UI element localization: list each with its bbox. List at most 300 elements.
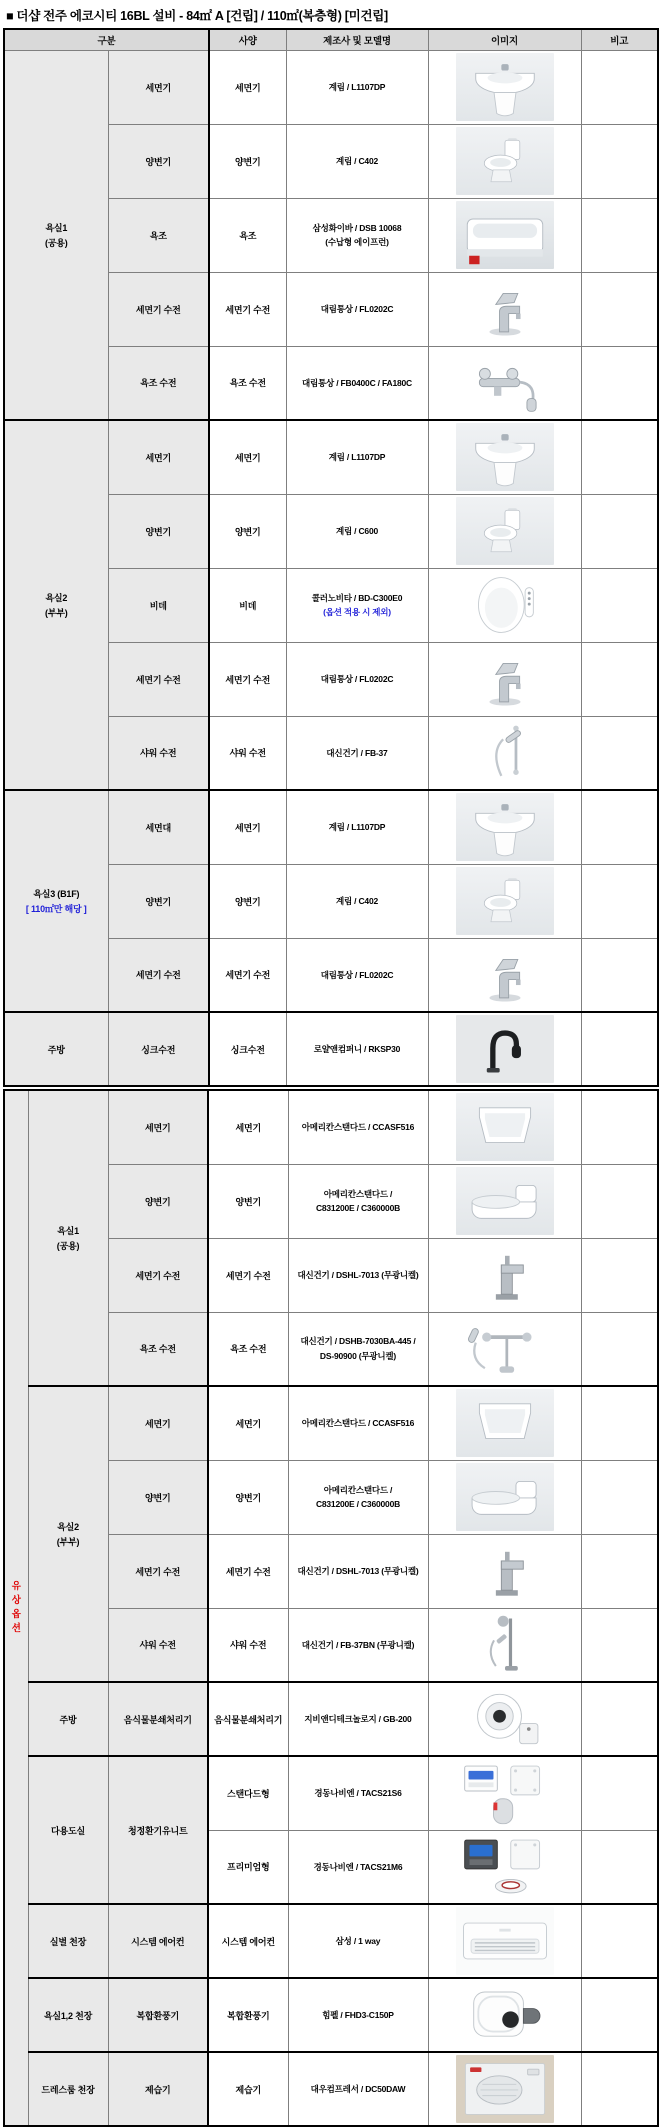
text-line: 계림 / L1107DP — [328, 822, 386, 833]
text-line: C831200E / C360000B — [315, 1203, 401, 1213]
image-cell — [428, 1312, 581, 1386]
text-line: (옵션 적용 시 제외) — [323, 607, 391, 617]
note-cell — [581, 1012, 658, 1086]
text-line: 세면기 수전 — [225, 304, 271, 315]
maker-cell — [288, 1682, 428, 1756]
ceiling-aircon-icon — [456, 1907, 554, 1975]
text-line: 양변기 — [235, 156, 261, 167]
text-line: 양변기 — [145, 1196, 171, 1207]
text-line: (공용) — [44, 237, 68, 248]
text-line: 욕실3 (B1F) — [33, 889, 80, 899]
maker-cell — [286, 198, 428, 272]
item-cell — [108, 420, 209, 494]
spec-cell — [209, 864, 286, 938]
square-faucet-icon — [456, 1241, 554, 1309]
section-cell — [4, 50, 108, 420]
text-line: (부부) — [56, 1537, 80, 1547]
text-line: 스탠다드형 — [227, 1788, 270, 1799]
image-cell — [428, 790, 581, 864]
spec-cell — [209, 642, 286, 716]
text-line: 경동나비엔 / TACS21M6 — [313, 1861, 403, 1872]
maker-cell — [286, 272, 428, 346]
item-cell — [108, 938, 209, 1012]
note-cell — [581, 1312, 658, 1386]
text-line: 세면기 수전 — [225, 1566, 271, 1577]
kitchen-faucet-icon — [456, 1015, 554, 1083]
note-cell — [581, 642, 658, 716]
note-cell — [581, 790, 658, 864]
table-row — [4, 1386, 658, 1460]
image-cell — [428, 50, 581, 124]
text-line: 욕조 — [239, 230, 257, 241]
table-row — [4, 1978, 658, 2052]
text-line: 제습기 — [145, 2084, 171, 2095]
smart-toilet-icon — [456, 1167, 554, 1235]
image-cell — [428, 2052, 581, 2126]
text-line: 샤워 수전 — [140, 748, 177, 759]
item-cell — [108, 1608, 208, 1682]
spec-cell — [209, 346, 286, 420]
text-line: 실별 천장 — [49, 1936, 87, 1947]
maker-cell — [288, 1460, 428, 1534]
text-line: 음식물분쇄처리기 — [123, 1714, 192, 1725]
note-cell — [581, 568, 658, 642]
maker-cell — [286, 716, 428, 790]
note-cell — [581, 494, 658, 568]
item-cell — [108, 346, 209, 420]
note-cell — [581, 1460, 658, 1534]
text-line: 양변기 — [235, 896, 261, 907]
maker-cell — [286, 420, 428, 494]
text-line: 욕조 수전 — [230, 1344, 267, 1355]
table-row — [4, 50, 658, 124]
spec-cell — [209, 716, 286, 790]
note-cell — [581, 346, 658, 420]
image-cell — [428, 420, 581, 494]
text-line: 계림 / L1107DP — [328, 81, 386, 92]
dehumidifier-icon — [456, 2055, 554, 2123]
table-header-row — [4, 29, 658, 50]
text-line: 샤워 수전 — [139, 1640, 176, 1651]
vent-premium-icon — [456, 1832, 554, 1900]
group-item-cell — [108, 1756, 208, 1904]
spec-cell — [209, 272, 286, 346]
note-cell — [581, 1756, 658, 1830]
section-cell — [28, 1756, 108, 1904]
section-cell — [28, 1682, 108, 1756]
note-cell — [581, 1830, 658, 1904]
item-cell — [108, 1312, 208, 1386]
item-cell — [108, 1460, 208, 1534]
table-row — [4, 1090, 658, 1164]
maker-cell — [288, 1238, 428, 1312]
text-line: 계림 / C402 — [335, 895, 379, 906]
item-cell — [108, 1090, 208, 1164]
item-cell — [108, 198, 209, 272]
image-cell — [428, 346, 581, 420]
image-cell — [428, 864, 581, 938]
toilet-icon — [456, 497, 554, 565]
maker-cell — [288, 1978, 428, 2052]
image-cell — [428, 1090, 581, 1164]
item-cell — [108, 1534, 208, 1608]
item-cell — [108, 50, 209, 124]
image-cell — [428, 1608, 581, 1682]
note-cell — [581, 420, 658, 494]
image-cell — [428, 716, 581, 790]
text-line: 세면기 — [145, 1122, 171, 1133]
spec-cell — [208, 1682, 288, 1756]
image-cell — [428, 1386, 581, 1460]
built-spec-table — [3, 28, 659, 1087]
note-cell — [581, 272, 658, 346]
maker-cell — [286, 864, 428, 938]
text-line: 복합환풍기 — [227, 2010, 270, 2021]
text-line: (수납형 에이프런) — [325, 237, 389, 247]
disposer-icon — [456, 1685, 554, 1753]
text-line: 시스템 에어컨 — [131, 1936, 185, 1947]
image-cell — [428, 642, 581, 716]
image-cell — [428, 124, 581, 198]
maker-cell — [286, 642, 428, 716]
text-line: 대신건기 / DSHL-7013 (무광니켈) — [297, 1565, 419, 1576]
text-line: 음식물분쇄처리기 — [214, 1714, 283, 1725]
table-row — [4, 790, 658, 864]
spec-cell — [209, 938, 286, 1012]
note-cell — [581, 1904, 658, 1978]
maker-cell — [288, 1756, 428, 1830]
text-line: 욕조 수전 — [140, 378, 177, 389]
text-line: 대림통상 / FL0202C — [320, 673, 394, 684]
image-cell — [428, 272, 581, 346]
note-cell — [581, 938, 658, 1012]
text-line: 세면기 — [235, 452, 261, 463]
maker-cell — [288, 1904, 428, 1978]
basin-faucet-icon — [456, 941, 554, 1009]
image-cell — [428, 1534, 581, 1608]
bathtub-icon — [456, 201, 554, 269]
square-sink-icon — [456, 1093, 554, 1161]
text-line: 비데 — [149, 600, 167, 611]
header-note: 비고 — [581, 29, 658, 50]
section-cell — [28, 2052, 108, 2126]
image-cell — [428, 1012, 581, 1086]
paid-option-char: 옵 — [11, 1609, 21, 1620]
note-cell — [581, 1534, 658, 1608]
text-line: 욕실2 — [45, 593, 68, 603]
maker-cell — [286, 50, 428, 124]
text-line: 욕실1 — [57, 1226, 79, 1236]
text-line: 싱크수전 — [230, 1044, 265, 1055]
header-image: 이미지 — [428, 29, 581, 50]
note-cell — [581, 716, 658, 790]
text-line: 양변기 — [235, 526, 261, 537]
note-cell — [581, 864, 658, 938]
text-line: C831200E / C360000B — [315, 1499, 401, 1509]
text-line: 양변기 — [145, 896, 171, 907]
maker-cell — [288, 1534, 428, 1608]
text-line: 계림 / C402 — [335, 155, 379, 166]
spec-cell — [208, 1164, 288, 1238]
maker-cell — [288, 1090, 428, 1164]
note-cell — [581, 1682, 658, 1756]
maker-cell — [288, 1608, 428, 1682]
maker-cell — [286, 124, 428, 198]
spec-cell — [208, 1238, 288, 1312]
section-cell — [4, 790, 108, 1012]
item-cell — [108, 642, 209, 716]
spec-cell — [209, 568, 286, 642]
wall-sink-icon — [456, 793, 554, 861]
image-cell — [428, 568, 581, 642]
spec-cell — [208, 2052, 288, 2126]
text-line: 세면대 — [145, 822, 171, 833]
text-line: 계림 / C600 — [335, 525, 379, 536]
bidet-icon — [456, 571, 554, 639]
text-line: 경동나비엔 / TACS21S6 — [314, 1788, 402, 1799]
text-line: 세면기 수전 — [225, 674, 271, 685]
text-line: 아메리칸스탠다드 / — [323, 1188, 393, 1199]
toilet-icon — [456, 867, 554, 935]
text-line: 로얄앤컴퍼니 / RKSP30 — [313, 1043, 401, 1054]
text-line: 계림 / L1107DP — [328, 452, 386, 463]
text-line: 드레스룸 천장 — [41, 2084, 95, 2095]
text-line: 프리미엄형 — [227, 1862, 270, 1873]
maker-cell — [286, 494, 428, 568]
text-line: 콜러노비타 / BD-C300E0 — [311, 592, 403, 603]
text-line: 욕실1 — [45, 222, 68, 233]
section-cell — [28, 1386, 108, 1682]
text-line: 제습기 — [235, 2084, 261, 2095]
spec-cell — [209, 790, 286, 864]
text-line: 세면기 — [145, 452, 171, 463]
image-cell — [428, 1978, 581, 2052]
text-line: 세면기 수전 — [135, 674, 181, 685]
wall-sink-icon — [456, 423, 554, 491]
text-line: 청정환기유니트 — [128, 1825, 188, 1836]
image-cell — [428, 1756, 581, 1830]
text-line: 시스템 에어컨 — [221, 1936, 275, 1947]
maker-cell — [286, 938, 428, 1012]
table-row — [4, 420, 658, 494]
text-line: 세면기 — [235, 822, 261, 833]
item-cell — [108, 790, 209, 864]
text-line: 다용도실 — [51, 1825, 85, 1836]
text-line: 아메리칸스탠다드 / CCASF516 — [301, 1418, 415, 1429]
text-line: 힘펠 / FHD3-C150P — [322, 2009, 394, 2020]
square-faucet-icon — [456, 1537, 554, 1605]
text-line: 대림통상 / FL0202C — [320, 303, 394, 314]
section-cell — [28, 1090, 108, 1386]
wall-sink-icon — [456, 53, 554, 121]
item-cell — [108, 1682, 208, 1756]
maker-cell — [288, 1164, 428, 1238]
shower-bar-icon — [456, 719, 554, 787]
image-cell — [428, 1830, 581, 1904]
image-cell — [428, 494, 581, 568]
text-line: 아메리칸스탠다드 / CCASF516 — [301, 1122, 415, 1133]
item-cell — [108, 716, 209, 790]
header-category: 구분 — [4, 29, 209, 50]
text-line: 지비앤디테크놀로지 / GB-200 — [304, 1713, 412, 1724]
square-sink-icon — [456, 1389, 554, 1457]
item-cell — [108, 272, 209, 346]
text-line: 대림통상 / FB0400C / FA180C — [302, 377, 412, 388]
text-line: 세면기 수전 — [135, 970, 181, 981]
paid-option-char: 상 — [11, 1594, 21, 1606]
image-cell — [428, 1682, 581, 1756]
tub-shower-set-icon — [456, 1315, 554, 1383]
paid-option-char: 션 — [11, 1623, 21, 1635]
section-cell — [28, 1978, 108, 2052]
note-cell — [581, 1164, 658, 1238]
item-cell — [108, 1978, 208, 2052]
spec-cell — [208, 1534, 288, 1608]
spec-cell — [209, 494, 286, 568]
item-cell — [108, 124, 209, 198]
basin-faucet-icon — [456, 645, 554, 713]
note-cell — [581, 1608, 658, 1682]
text-line: 양변기 — [235, 1492, 261, 1503]
table-row — [4, 2052, 658, 2126]
text-line: 아메리칸스탠다드 / — [323, 1484, 393, 1495]
header-maker: 제조사 및 모델명 — [286, 29, 428, 50]
table-row — [4, 1904, 658, 1978]
text-line: 세면기 — [235, 1418, 261, 1429]
text-line: 샤워 수전 — [229, 748, 266, 759]
table-row — [4, 1682, 658, 1756]
text-line: 삼성 / 1 way — [335, 1935, 381, 1946]
maker-cell — [288, 1386, 428, 1460]
spec-cell — [209, 50, 286, 124]
page-title: ■ 더샵 전주 에코시티 16BL 설비 - 84㎡ A [건립] / 110㎡(복층형) [미건립] — [6, 9, 388, 23]
basin-faucet-icon — [456, 275, 554, 343]
spec-cell — [209, 1012, 286, 1086]
text-line: 세면기 수전 — [225, 1270, 271, 1281]
text-line: 세면기 수전 — [225, 970, 271, 981]
text-line: 대신건기 / DSHL-7013 (무광니켈) — [297, 1269, 419, 1280]
text-line: 양변기 — [145, 1492, 171, 1503]
text-line: [ 110㎡만 해당 ] — [25, 904, 87, 914]
text-line: 세면기 수전 — [135, 304, 181, 315]
text-line: 세면기 수전 — [135, 1566, 181, 1577]
spec-cell — [209, 420, 286, 494]
text-line: (공용) — [56, 1241, 80, 1251]
paid-option-char: 유 — [11, 1580, 21, 1592]
item-cell — [108, 864, 209, 938]
image-cell — [428, 198, 581, 272]
spec-cell — [208, 1608, 288, 1682]
item-cell — [108, 494, 209, 568]
text-line: 대신건기 / FB-37 — [326, 747, 388, 758]
note-cell — [581, 2052, 658, 2126]
item-cell — [108, 1904, 208, 1978]
text-line: 양변기 — [145, 526, 171, 537]
item-cell — [108, 1012, 209, 1086]
text-line: 세면기 — [145, 1418, 171, 1429]
spec-cell — [208, 1904, 288, 1978]
item-cell — [108, 1238, 208, 1312]
text-line: 주방 — [47, 1044, 65, 1055]
image-cell — [428, 938, 581, 1012]
text-line: 삼성화이바 / DSB 10068 — [312, 222, 402, 233]
text-line: (부부) — [44, 608, 68, 618]
text-line: 복합환풍기 — [136, 2010, 179, 2021]
text-line: 세면기 — [145, 82, 171, 93]
vent-fan-icon — [456, 1981, 554, 2049]
section-cell — [4, 420, 108, 790]
header-spec: 사양 — [209, 29, 286, 50]
maker-cell — [288, 2052, 428, 2126]
table-row — [4, 1012, 658, 1086]
text-line: 싱크수전 — [141, 1044, 176, 1055]
note-cell — [581, 1386, 658, 1460]
shower-column-icon — [456, 1611, 554, 1679]
maker-cell — [286, 1012, 428, 1086]
item-cell — [108, 1386, 208, 1460]
text-line: 욕조 수전 — [139, 1344, 176, 1355]
paid-option-label — [4, 1090, 28, 2126]
text-line: 대림통상 / FL0202C — [320, 969, 394, 980]
spec-cell — [208, 1830, 288, 1904]
table-row — [4, 1756, 658, 1830]
section-cell — [28, 1904, 108, 1978]
note-cell — [581, 1978, 658, 2052]
note-cell — [581, 1238, 658, 1312]
spec-cell — [209, 198, 286, 272]
text-line: 세면기 — [235, 1122, 261, 1133]
spec-cell — [208, 1090, 288, 1164]
image-cell — [428, 1238, 581, 1312]
tub-faucet-icon — [456, 349, 554, 417]
text-line: 양변기 — [145, 156, 171, 167]
text-line: 비데 — [239, 600, 257, 611]
note-cell — [581, 124, 658, 198]
item-cell — [108, 2052, 208, 2126]
maker-cell — [288, 1312, 428, 1386]
text-line: 양변기 — [235, 1196, 261, 1207]
maker-cell — [286, 568, 428, 642]
text-line: 욕조 수전 — [229, 378, 266, 389]
text-line: 대신건기 / FB-37BN (무광니켈) — [301, 1639, 415, 1650]
spec-cell — [208, 1386, 288, 1460]
text-line: 세면기 수전 — [135, 1270, 181, 1281]
image-cell — [428, 1460, 581, 1534]
spec-cell — [209, 124, 286, 198]
text-line: 욕실2 — [57, 1522, 79, 1532]
text-line: 주방 — [59, 1714, 77, 1725]
spec-cell — [208, 1312, 288, 1386]
spec-cell — [208, 1756, 288, 1830]
section-cell — [4, 1012, 108, 1086]
text-line: 욕실1,2 천장 — [43, 2010, 93, 2021]
toilet-icon — [456, 127, 554, 195]
paid-option-table — [3, 1089, 659, 2127]
item-cell — [108, 1164, 208, 1238]
image-cell — [428, 1164, 581, 1238]
text-line: 욕조 — [149, 230, 167, 241]
text-line: 세면기 — [235, 82, 261, 93]
text-line: 샤워 수전 — [230, 1640, 267, 1651]
item-cell — [108, 568, 209, 642]
image-cell — [428, 1904, 581, 1978]
note-cell — [581, 1090, 658, 1164]
text-line: 대우컴프레서 / DC50DAW — [310, 2083, 406, 2094]
vent-standard-icon — [456, 1758, 554, 1826]
text-line: DS-90900 (무광니켈) — [319, 1350, 397, 1361]
maker-cell — [286, 790, 428, 864]
text-line: 대신건기 / DSHB-7030BA-445 / — [300, 1336, 416, 1347]
